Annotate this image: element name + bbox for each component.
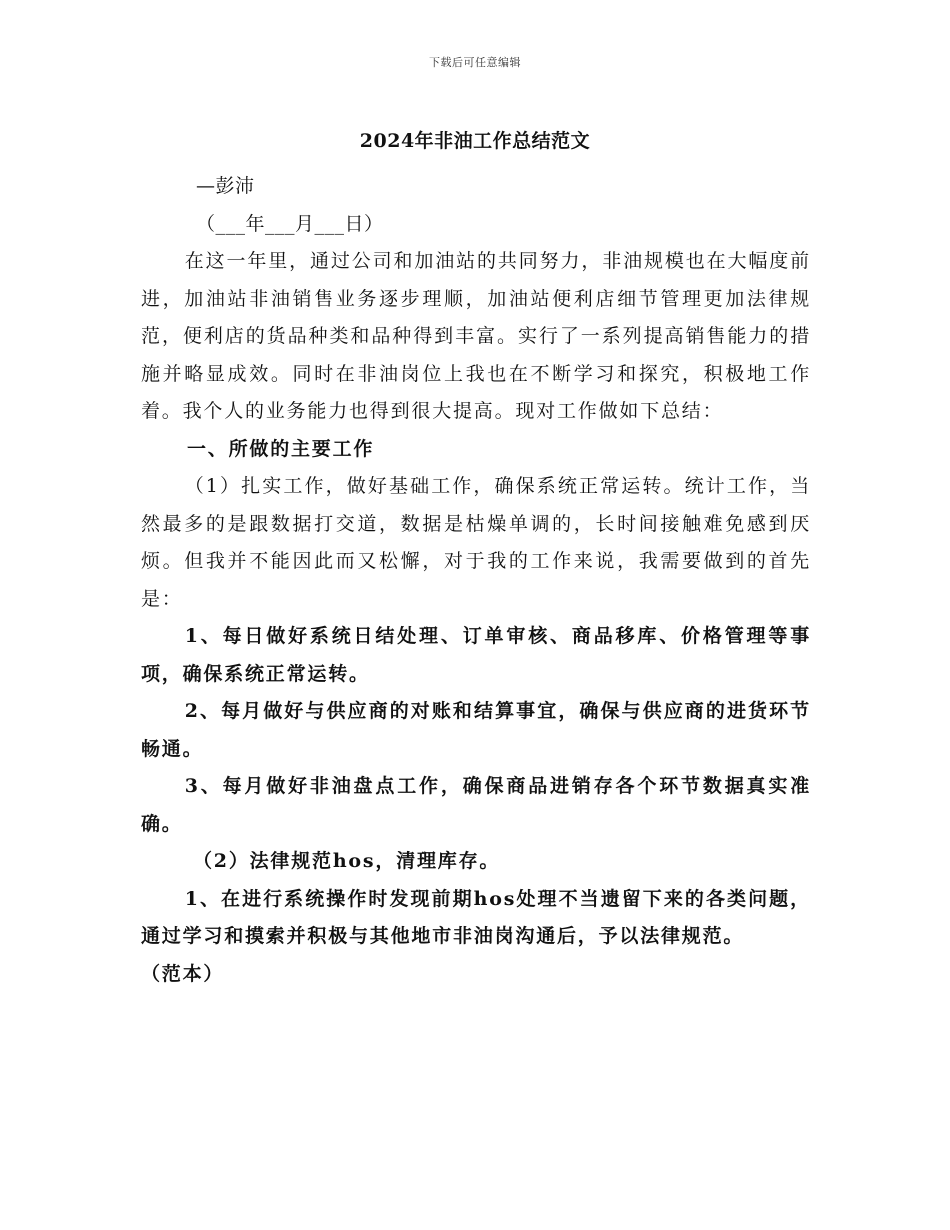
document-body	[141, 168, 811, 993]
section-heading: 一、所做的主要工作	[187, 437, 375, 460]
intro-paragraph: 在这一年里，通过公司和加油站的共同努力，非油规模也在大幅度前进，加油站非油销售业务逐步理顺，加油站便利店细节管理更加法律规范，便利店的货品种类和品种得到丰富。实行了一系列提高销售能力的措施并略显成效。同时在非油岗位上我也在不断学习和探究，积极地工作着。我个人的业务能力也得到很大提高。现对工作做如下总结：	[141, 250, 811, 422]
item1-point-2: 2、每月做好与供应商的对账和结算事宜，确保与供应商的进货环节畅通。	[141, 700, 811, 760]
item1-point-1: 1、每日做好系统日结处理、订单审核、商品移库、价格管理等事项，确保系统正常运转。	[141, 625, 811, 685]
header-note: 下载后可任意编辑	[429, 56, 521, 69]
item2-point-1: 1、在进行系统操作时发现前期hos处理不当遗留下来的各类问题，通过学习和摸索并积极与其他地市非油岗沟通后，予以法律规范。	[141, 887, 811, 947]
author-line: —彭沛	[196, 175, 255, 197]
item2-heading: （2）法律规范hos，清理库存。	[193, 850, 501, 872]
item1-point-3: 3、每月做好非油盘点工作，确保商品进销存各个环节数据真实准确。	[141, 775, 811, 835]
date-line: （___年___月___日）	[196, 212, 384, 235]
document-title: 2024年非油工作总结范文	[359, 130, 591, 152]
item1-intro-paragraph: （1）扎实工作，做好基础工作，确保系统正常运转。统计工作，当然最多的是跟数据打交道，数据是枯燥单调的，长时间接触难免感到厌烦。但我并不能因此而又松懈，对于我的工作来说，我需要做到的首先是：	[141, 475, 811, 610]
template-note: （范本）	[141, 962, 225, 985]
